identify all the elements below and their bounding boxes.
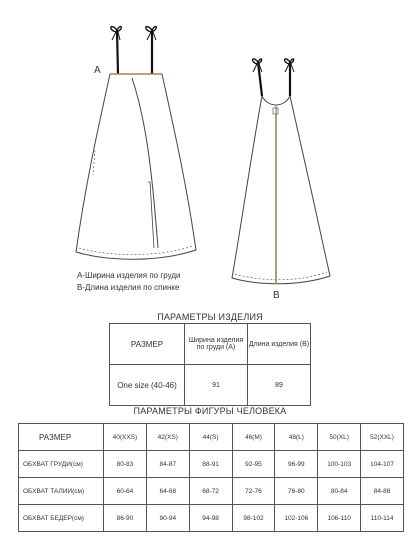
table-row-hips <box>19 505 404 532</box>
table-row <box>110 365 311 406</box>
marker-a: A <box>94 65 101 76</box>
table-cell: 92-95 <box>232 451 275 478</box>
cell-length: 89 <box>248 365 311 406</box>
header-size-42: 42(XS) <box>146 424 189 451</box>
dress-front-view <box>76 27 196 260</box>
table-cell: 102-106 <box>275 505 318 532</box>
table-cell: 96-99 <box>275 451 318 478</box>
table-cell: 76-80 <box>275 478 318 505</box>
table-cell: 110-114 <box>361 505 404 532</box>
figure-params-title: ПАРАМЕТРЫ ФИГУРЫ ЧЕЛОВЕКА <box>133 406 287 416</box>
table-cell: 60-64 <box>104 478 147 505</box>
table-cell: 90-94 <box>146 505 189 532</box>
cell-size: One size (40-46) <box>110 365 185 406</box>
table-cell: 84-87 <box>146 451 189 478</box>
legend-line-b: В-Длина изделия по спинке <box>77 283 180 292</box>
table-cell: 106-110 <box>318 505 361 532</box>
table-header-row <box>19 424 404 451</box>
table-cell: 68-72 <box>189 478 232 505</box>
marker-b: B <box>273 290 280 300</box>
table-cell: 80-84 <box>318 478 361 505</box>
legend-line-a: А-Ширина изделия по груди <box>77 271 181 280</box>
row-label: ОБХВАТ ГРУДИ(см) <box>19 451 104 478</box>
header-length: Длина изделия (В) <box>248 324 311 365</box>
header-chest-width: Ширина изделия по груди (А) <box>185 324 248 365</box>
table-cell: 64-68 <box>146 478 189 505</box>
table-cell: 80-83 <box>104 451 147 478</box>
header-size-48: 48(L) <box>275 424 318 451</box>
table-cell: 86-90 <box>104 505 147 532</box>
table-cell: 88-91 <box>189 451 232 478</box>
table-header-row <box>110 324 311 365</box>
header-size-46: 46(M) <box>232 424 275 451</box>
header-size: РАЗМЕР <box>19 424 104 451</box>
table-row-chest <box>19 451 404 478</box>
header-size-50: 50(XL) <box>318 424 361 451</box>
product-params-table <box>109 323 311 406</box>
dress-back-view <box>232 59 330 284</box>
table-cell: 94-98 <box>189 505 232 532</box>
table-cell: 84-88 <box>361 478 404 505</box>
header-size: РАЗМЕР <box>110 324 185 365</box>
row-label: ОБХВАТ ТАЛИИ(см) <box>19 478 104 505</box>
header-size-40: 40(XXS) <box>104 424 147 451</box>
table-cell: 98-102 <box>232 505 275 532</box>
cell-chest: 91 <box>185 365 248 406</box>
row-label: ОБХВАТ БЕДЕР(см) <box>19 505 104 532</box>
measurement-legend <box>77 270 180 294</box>
header-size-44: 44(S) <box>189 424 232 451</box>
size-chart-table <box>18 423 404 532</box>
product-params-title: ПАРАМЕТРЫ ИЗДЕЛИЯ <box>157 312 263 322</box>
table-cell: 104-107 <box>361 451 404 478</box>
table-row-waist <box>19 478 404 505</box>
table-cell: 100-103 <box>318 451 361 478</box>
table-cell: 72-76 <box>232 478 275 505</box>
header-size-52: 52(XXL) <box>361 424 404 451</box>
